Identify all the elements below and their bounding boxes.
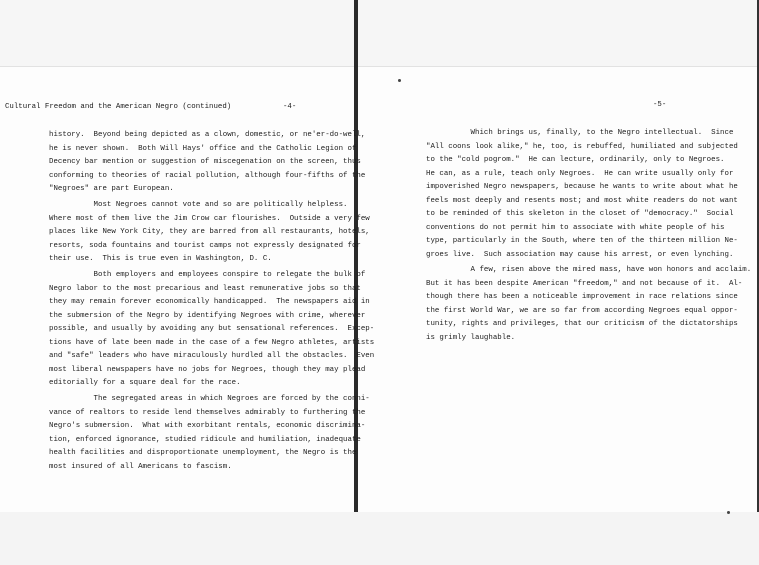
- text-line: "Negroes" are part European.: [49, 185, 174, 193]
- text-line: type, particularly in the South, where ten of the thirteen million Ne-: [426, 237, 738, 245]
- text-line: history. Beyond being depicted as a clown, domestic, or ne'er-do-well,: [49, 131, 366, 139]
- text-line: But it has been despite American "freedom," and not because of it. Al-: [426, 280, 743, 288]
- text-line: tion, enforced ignorance, studied ridicule and humiliation, inadequate: [49, 436, 361, 444]
- page-crease: [0, 66, 759, 67]
- text-line: Where most of them live the Jim Crow car flourishes. Outside a very few: [49, 215, 370, 223]
- text-line: and "safe" leaders who have miraculously hurdled all the obstacles. Even: [49, 352, 375, 360]
- text-line: A few, risen above the mired mass, have won honors and acclaim.: [426, 266, 752, 274]
- text-line: the submersion of the Negro by identifying Negroes with crime, wherever: [49, 312, 366, 320]
- text-line: tions have of late been made in the case of a few Negro athletes, artists: [49, 339, 375, 347]
- text-line: to be reminded of this skeleton in the closet of "democracy." Social: [426, 210, 734, 218]
- scan-speck: [727, 511, 730, 514]
- running-header: Cultural Freedom and the American Negro (continued): [5, 103, 232, 111]
- text-line: "All coons look alike," he, too, is rebuffed, humiliated and subjected: [426, 143, 738, 151]
- text-line: he is never shown. Both Will Hays' office and the Catholic Legion of: [49, 145, 357, 153]
- text-line: Most Negroes cannot vote and so are politically helpless.: [49, 201, 348, 209]
- page-number-right: -5-: [653, 101, 667, 109]
- text-line: tunity, rights and privileges, that our criticism of the dictatorships: [426, 320, 738, 328]
- text-line: Negro's submersion. What with exorbitant rentals, economic discrimina-: [49, 422, 366, 430]
- text-line: editorially for a square deal for the race.: [49, 379, 241, 387]
- text-line: He can, as a rule, teach only Negroes. He can write usually only for: [426, 170, 734, 178]
- text-line: to the "cold pogrom." He can lecture, ordinarily, only to Negroes.: [426, 156, 725, 164]
- text-line: health facilities and disproportionate unemployment, the Negro is the: [49, 449, 357, 457]
- text-line: The segregated areas in which Negroes are forced by the conni-: [49, 395, 370, 403]
- text-line: impoverished Negro newspapers, because he wants to write about what he: [426, 183, 738, 191]
- text-line: most liberal newspapers have no jobs for Negroes, though they may plead: [49, 366, 366, 374]
- text-line: vance of realtors to reside lend themselves admirably to furthering the: [49, 409, 366, 417]
- text-line: feels most deeply and resents most; and most white readers do not want: [426, 197, 738, 205]
- text-line: Both employers and employees conspire to relegate the bulk of: [49, 271, 366, 279]
- scan-top-margin: [0, 0, 759, 66]
- text-line: resorts, soda fountains and tourist camps not expressly designated for: [49, 242, 361, 250]
- text-line: groes live. Such association may cause his arrest, or even lynching.: [426, 251, 734, 259]
- page-number-left: -4-: [283, 103, 297, 111]
- text-line: Negro labor to the most precarious and least remunerative jobs so that: [49, 285, 361, 293]
- text-line: their use. This is true even in Washington, D. C.: [49, 255, 272, 263]
- text-line: though there has been a noticeable improvement in race relations since: [426, 293, 738, 301]
- text-line: conventions do not permit him to associate with white people of his: [426, 224, 725, 232]
- text-line: places like New York City, they are barred from all restaurants, hotels,: [49, 228, 370, 236]
- text-line: Which brings us, finally, to the Negro intellectual. Since: [426, 129, 734, 137]
- text-line: conforming to theories of racial pollution, although four-fifths of the: [49, 172, 366, 180]
- text-line: possible, and usually by avoiding any but sensational references. Excep-: [49, 325, 375, 333]
- text-line: Decency bar mention or suggestion of miscegenation on the screen, thus: [49, 158, 361, 166]
- scan-bottom-margin: [0, 512, 759, 565]
- scan-speck: [398, 79, 401, 82]
- text-line: is grimly laughable.: [426, 334, 516, 342]
- text-line: most insured of all Americans to fascism.: [49, 463, 232, 471]
- text-line: the first World War, we are so far from according Negroes equal oppor-: [426, 307, 738, 315]
- text-line: they may remain forever economically handicapped. The newspapers aid in: [49, 298, 370, 306]
